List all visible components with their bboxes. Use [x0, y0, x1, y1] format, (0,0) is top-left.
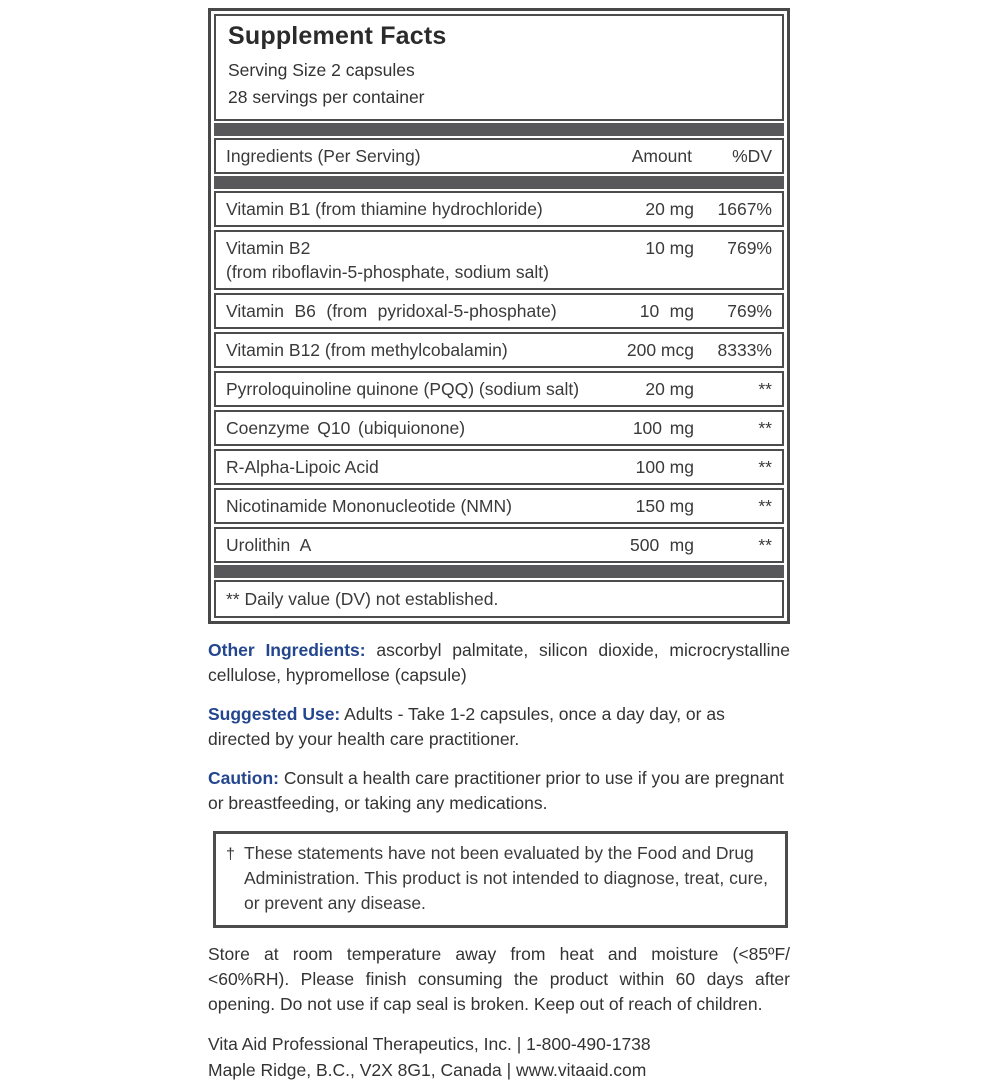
other-ingredients-text: ascorbyl palmitate, silicon dioxide, microcrystalline cellulose, hypromellose (capsule) [208, 640, 790, 685]
ingredient-name: Vitamin B12 (from methylcobalamin) [226, 340, 508, 360]
ingredient-amount: 20 mg [645, 379, 694, 399]
suggested-use-text: Adults - Take 1-2 capsules, once a day day, or as directed by your health care practitioner. [208, 704, 725, 749]
ingredient-dv: 1667% [717, 199, 772, 219]
ingredient-amount: 100 mg [632, 418, 694, 438]
dagger-symbol: † [226, 846, 235, 863]
ingredient-amount: 150 mg [635, 496, 694, 516]
panel-title: Supplement Facts [228, 22, 447, 50]
other-ingredients-label: Other Ingredients: [208, 640, 366, 660]
fda-disclaimer-text: These statements have not been evaluated by the Food and Drug Administration. This product is not intended to diagnose, treat, cure, or prevent any disease. [244, 843, 769, 913]
company-contact-line: Vita Aid Professional Therapeutics, Inc. | 1-800-490-1738 [208, 1034, 651, 1054]
ingredients-header-row [214, 138, 784, 174]
ingredient-name: Vitamin B1 (from thiamine hydrochloride) [226, 199, 543, 219]
ingredient-amount: 20 mg [645, 199, 694, 219]
table-row [214, 332, 784, 368]
ingredient-name: Urolithin A [226, 535, 312, 555]
ingredient-amount: 100 mg [635, 457, 694, 477]
caution-section [208, 766, 790, 816]
table-row [214, 191, 784, 227]
column-header-ingredients: Ingredients (Per Serving) [226, 146, 421, 166]
table-row [214, 449, 784, 485]
storage-instructions: Store at room temperature away from heat and moisture (<85ºF/ <60%RH). Please finish consuming the product within 60 days after opening. Do not use if cap seal is broken. Keep out of reach of children. [208, 944, 790, 1014]
footer [208, 1031, 790, 1083]
ingredient-name: Nicotinamide Mononucleotide (NMN) [226, 496, 512, 516]
ingredient-dv: 8333% [717, 340, 772, 360]
panel-header-box [214, 14, 784, 121]
company-address-line: Maple Ridge, B.C., V2X 8G1, Canada | www.vitaaid.com [208, 1060, 647, 1080]
serving-size: Serving Size 2 capsules [228, 60, 415, 80]
table-row [214, 371, 784, 407]
ingredient-amount: 10 mg [645, 238, 694, 258]
dv-footnote: ** Daily value (DV) not established. [214, 580, 784, 618]
table-row [214, 230, 784, 290]
table-row [214, 410, 784, 446]
section-divider-bar [214, 176, 784, 189]
ingredient-name: R-Alpha-Lipoic Acid [226, 457, 379, 477]
ingredient-amount: 500 mg [630, 535, 694, 555]
suggested-use-section [208, 702, 790, 752]
label-content [208, 8, 790, 1083]
section-divider-bar [214, 123, 784, 136]
ingredient-dv: ** [758, 379, 772, 399]
ingredient-dv: 769% [727, 301, 772, 321]
column-header-dv: %DV [732, 146, 772, 166]
supplement-facts-panel [208, 8, 790, 624]
column-header-amount: Amount [631, 146, 692, 166]
other-ingredients-section [208, 638, 790, 688]
servings-per-container: 28 servings per container [228, 87, 425, 107]
table-row [214, 527, 784, 563]
table-row [214, 488, 784, 524]
ingredient-amount: 10 mg [639, 301, 694, 321]
ingredient-name: Pyrroloquinoline quinone (PQQ) (sodium salt) [226, 379, 580, 399]
ingredient-name: Vitamin B2 [226, 238, 311, 258]
ingredient-name: Vitamin B6 (from pyridoxal-5-phosphate) [226, 301, 557, 321]
ingredient-dv: ** [758, 496, 772, 516]
ingredient-name-line2: (from riboflavin-5-phosphate, sodium salt) [226, 262, 549, 282]
ingredient-dv: ** [758, 535, 772, 555]
ingredient-dv: ** [758, 457, 772, 477]
ingredient-dv: 769% [727, 238, 772, 258]
ingredient-dv: ** [758, 418, 772, 438]
table-row [214, 293, 784, 329]
fda-disclaimer-box [213, 831, 788, 928]
ingredient-amount: 200 mcg [626, 340, 694, 360]
ingredient-name: Coenzyme Q10 (ubiquionone) [226, 418, 466, 438]
caution-text: Consult a health care practitioner prior to use if you are pregnant or breastfeeding, or taking any medications. [208, 768, 784, 813]
suggested-use-label: Suggested Use: [208, 704, 341, 724]
caution-label: Caution: [208, 768, 279, 788]
section-divider-bar [214, 565, 784, 578]
